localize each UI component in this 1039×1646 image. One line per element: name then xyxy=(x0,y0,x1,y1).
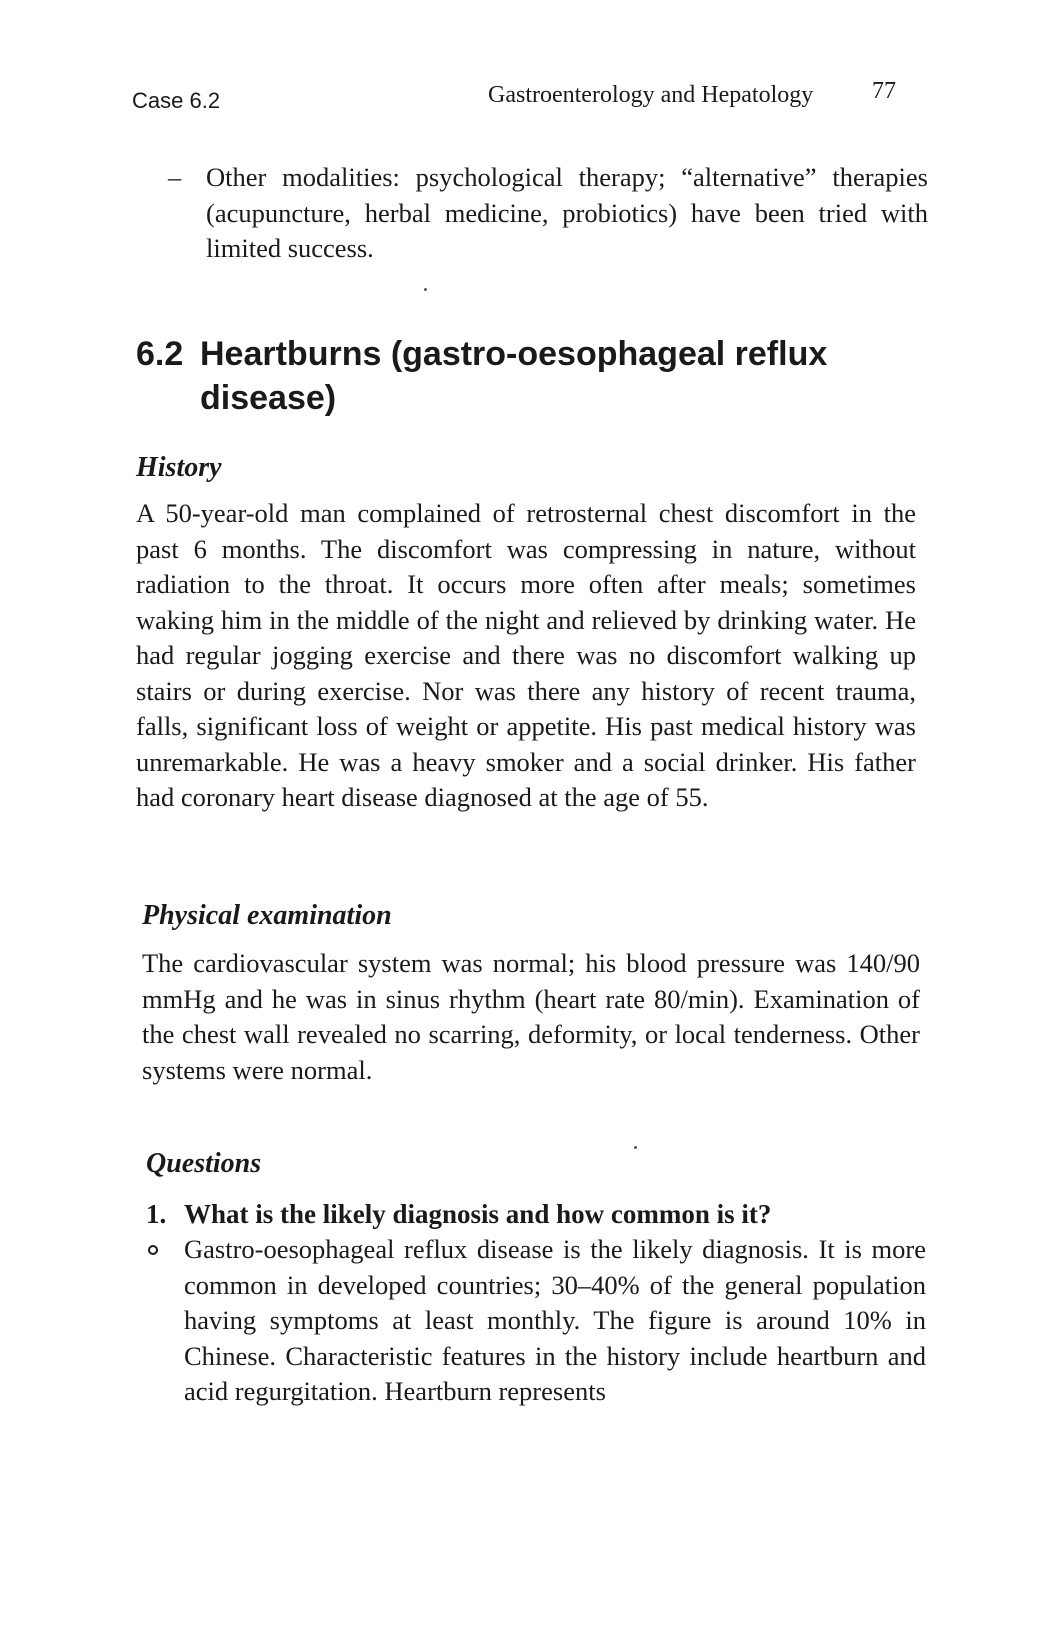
print-speck xyxy=(634,1146,637,1149)
running-head xyxy=(132,78,932,118)
section-title: Heartburns (gastro-oesophageal reflux disease) xyxy=(200,335,828,417)
print-speck xyxy=(424,288,427,291)
dash-marker: – xyxy=(168,162,182,192)
running-head-chapter: Gastroenterology and Hepatology xyxy=(488,82,814,108)
bullet-icon xyxy=(148,1245,158,1255)
page-number: 77 xyxy=(872,78,896,104)
answer-text: Gastro-oesophageal reflux disease is the likely diagnosis. It is more common in developed countries; 30–40% of the general population having symptoms at least monthly. The figure is around 10% in Chinese. Characteristic features in the history include heartburn and acid regurgitation. Heartburn represents xyxy=(184,1234,926,1406)
running-head-case: Case 6.2 xyxy=(132,88,221,113)
answer-bullet-item xyxy=(146,1232,926,1410)
question-number: 1. xyxy=(146,1199,167,1229)
dash-item-text: Other modalities: psychological therapy; “alternative” therapies (acupuncture, herbal medicine, probiotics) have been tried with limited success. xyxy=(206,162,928,263)
questions-heading: Questions xyxy=(146,1148,262,1179)
history-heading: History xyxy=(136,452,222,483)
section-number: 6.2 xyxy=(136,335,184,373)
history-paragraph: A 50-year-old man complained of retrosternal chest discomfort in the past 6 months. The discomfort was compressing in nature, without radiation to the throat. It occurs more often after meals; sometimes waking him in the middle of the night and relieved by drinking water. He had regular jogging exercise and there was no discomfort walking up stairs or during exercise. Nor was there any history of recent trauma, falls, significant loss of weight or appetite. His past medical history was unremarkable. He was a heavy smoker and a social drinker. His father had coronary heart disease diagnosed at the age of 55. xyxy=(136,498,916,812)
physical-examination-heading: Physical examination xyxy=(142,900,392,931)
section-heading xyxy=(136,332,896,420)
question-text: What is the likely diagnosis and how common is it? xyxy=(184,1199,772,1229)
physical-examination-paragraph: The cardiovascular system was normal; his blood pressure was 140/90 mmHg and he was in sinus rhythm (heart rate 80/min). Examination of the chest wall revealed no scarring, deformity, or local tenderness. Other systems were normal. xyxy=(142,948,920,1085)
dash-list-item xyxy=(168,160,928,267)
question-item xyxy=(146,1196,926,1232)
